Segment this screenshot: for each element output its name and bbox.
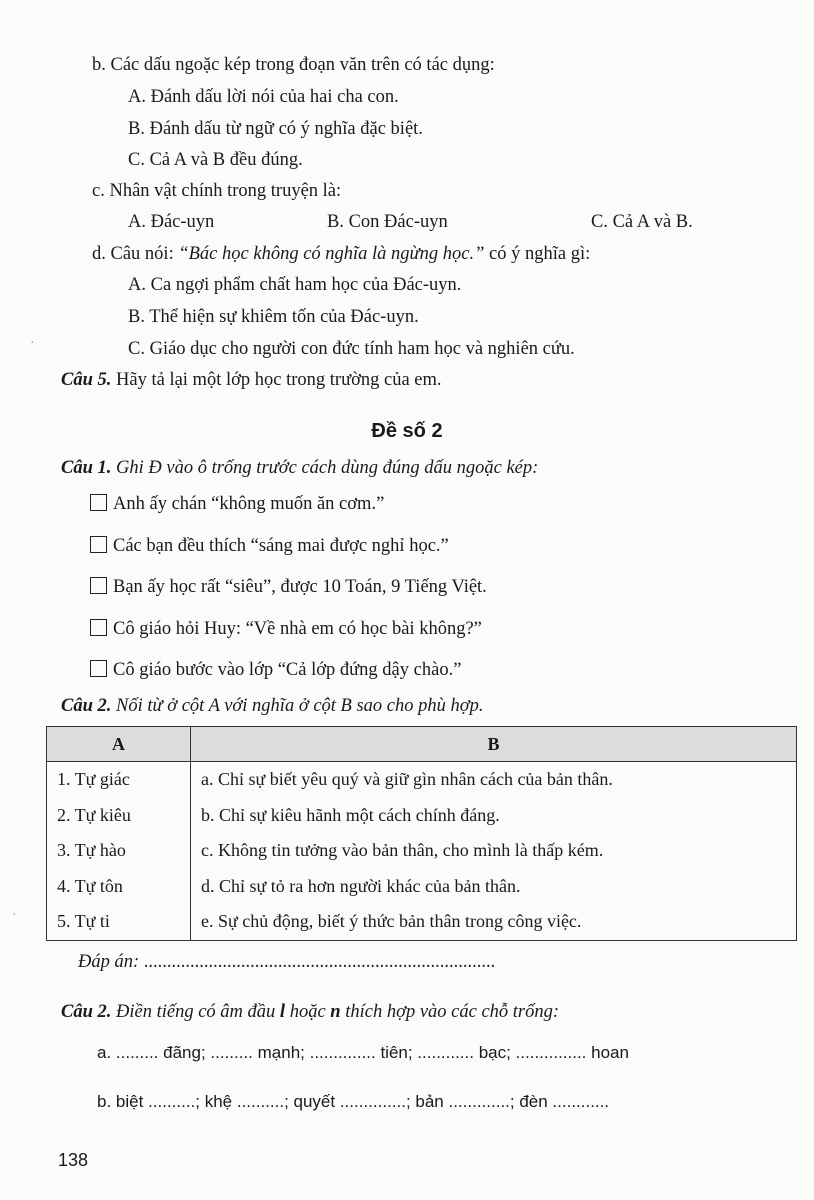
cau1-item[interactable] xyxy=(90,658,461,682)
meaning-cell: d. Chỉ sự tỏ ra hơn người khác của bản thân. xyxy=(191,869,797,905)
term-cell: 1. Tự giác xyxy=(47,762,191,798)
question-d-option-a: A. Ca ngợi phẩm chất ham học của Đác-uyn. xyxy=(128,275,462,295)
cau2-text: Nối từ ở cột A với nghĩa ở cột B sao cho phù hợp. xyxy=(111,696,484,716)
scan-speck: · xyxy=(12,908,17,923)
answer-line[interactable] xyxy=(78,950,495,974)
cau2b-text-end: thích hợp vào các chỗ trống: xyxy=(340,1002,560,1022)
cau1-item-text: Anh ấy chán “không muốn ăn cơm.” xyxy=(113,494,385,514)
cau5-label: Câu 5. xyxy=(61,370,112,390)
question-d-option-b: B. Thể hiện sự khiêm tốn của Đác-uyn. xyxy=(128,307,419,327)
cau1-item[interactable] xyxy=(90,492,384,516)
cau1-item-text: Cô giáo bước vào lớp “Cả lớp đứng dậy chào.” xyxy=(113,660,462,680)
cau2-prompt xyxy=(61,694,484,718)
question-b-option-a: A. Đánh dấu lời nói của hai cha con. xyxy=(128,87,399,107)
question-b-option-b: B. Đánh dấu từ ngữ có ý nghĩa đặc biệt. xyxy=(128,119,423,139)
checkbox[interactable] xyxy=(90,577,107,594)
cau2b-label: Câu 2. xyxy=(61,1002,112,1022)
question-c-prompt: c. Nhân vật chính trong truyện là: xyxy=(92,181,342,201)
cau1-item-text: Bạn ấy học rất “siêu”, được 10 Toán, 9 Tiếng Việt. xyxy=(113,577,487,597)
cau1-item-text: Cô giáo hỏi Huy: “Về nhà em có học bài không?” xyxy=(113,619,482,639)
cau2b-prompt xyxy=(61,1000,559,1024)
scan-speck: · xyxy=(30,336,35,351)
question-c-option-c: C. Cả A và B. xyxy=(591,212,693,232)
table-row xyxy=(47,798,797,834)
checkbox[interactable] xyxy=(90,660,107,677)
term-cell: 3. Tự hào xyxy=(47,833,191,869)
term-cell: 2. Tự kiêu xyxy=(47,798,191,834)
term-cell: 5. Tự ti xyxy=(47,904,191,940)
cau1-prompt xyxy=(61,456,538,480)
fill-line-a[interactable]: a. ......... đãng; ......... mạnh; .............. tiên; ............ bạc; ............... hoan xyxy=(97,1043,629,1062)
cau1-item[interactable] xyxy=(90,534,449,558)
fill-line-b[interactable]: b. biệt ..........; khệ ..........; quyết ..............; bản .............; đèn ............ xyxy=(97,1092,610,1111)
question-b-prompt: b. Các dấu ngoặc kép trong đoạn văn trên có tác dụng: xyxy=(92,55,495,75)
cau5-text: Hãy tả lại một lớp học trong trường của em. xyxy=(111,370,442,390)
term-cell: 4. Tự tôn xyxy=(47,869,191,905)
table-row xyxy=(47,869,797,905)
cau5 xyxy=(61,368,442,392)
table-row xyxy=(47,762,797,798)
question-d-option-c: C. Giáo dục cho người con đức tính ham học và nghiên cứu. xyxy=(128,339,575,359)
page-number: 138 xyxy=(58,1150,89,1170)
meaning-cell: c. Không tin tưởng vào bản thân, cho mình là thấp kém. xyxy=(191,833,797,869)
cau1-item[interactable] xyxy=(90,575,487,599)
question-d-quote: “Bác học không có nghĩa là ngừng học.” xyxy=(178,244,485,264)
checkbox[interactable] xyxy=(90,536,107,553)
cau1-item-text: Các bạn đều thích “sáng mai được nghỉ học.” xyxy=(113,536,449,556)
meaning-cell: b. Chỉ sự kiêu hãnh một cách chính đáng. xyxy=(191,798,797,834)
column-b-header: B xyxy=(191,727,797,762)
cau2b-text-start: Điền tiếng có âm đầu xyxy=(111,1002,280,1022)
matching-table xyxy=(46,726,797,941)
column-a-header: A xyxy=(47,727,191,762)
cau1-text: Ghi Đ vào ô trống trước cách dùng đúng dấu ngoặc kép: xyxy=(111,458,539,478)
cau2b-letter-l: l xyxy=(279,1002,286,1022)
cau2b-text-mid: hoặc xyxy=(285,1002,331,1022)
cau1-item[interactable] xyxy=(90,617,482,641)
checkbox[interactable] xyxy=(90,619,107,636)
question-d-prompt-start: d. Câu nói: xyxy=(92,244,179,264)
table-row xyxy=(47,904,797,940)
cau2-label: Câu 2. xyxy=(61,696,112,716)
answer-dots[interactable]: ............................................................................ xyxy=(143,952,496,972)
question-b-option-c: C. Cả A và B đều đúng. xyxy=(128,150,303,170)
table-row xyxy=(47,833,797,869)
cau1-label: Câu 1. xyxy=(61,458,112,478)
cau2b-letter-n: n xyxy=(330,1002,341,1022)
section-title: Đề số 2 xyxy=(371,420,443,442)
question-d-prompt-end: có ý nghĩa gì: xyxy=(484,244,591,264)
question-c-option-a: A. Đác-uyn xyxy=(128,212,215,232)
question-c-option-b: B. Con Đác-uyn xyxy=(327,212,448,232)
meaning-cell: e. Sự chủ động, biết ý thức bản thân trong công việc. xyxy=(191,904,797,940)
checkbox[interactable] xyxy=(90,494,107,511)
meaning-cell: a. Chỉ sự biết yêu quý và giữ gìn nhân cách của bản thân. xyxy=(191,762,797,798)
question-d-prompt xyxy=(92,242,590,266)
answer-label: Đáp án: xyxy=(78,952,144,972)
